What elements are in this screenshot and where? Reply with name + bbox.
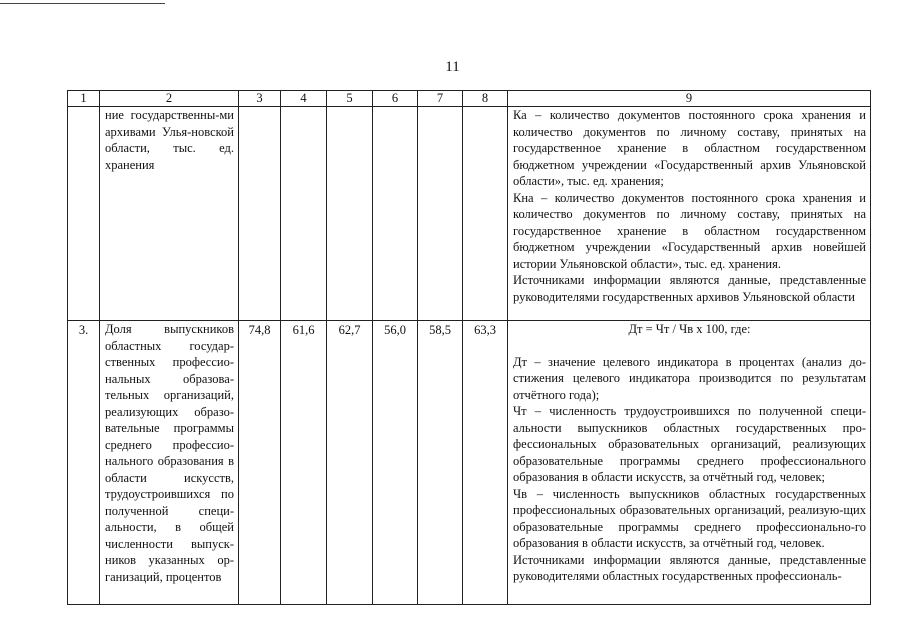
description-paragraph: Источниками информации являются данные, представленные руководителями областных государственных профессиональ- [513, 552, 866, 583]
value-cell: 61,6 [281, 321, 327, 605]
value-cell: 74,8 [239, 321, 281, 605]
indicator-name: ние государственны-ми архивами Улья-новской области, тыс. ед. хранения [100, 107, 239, 321]
value-cell [327, 107, 373, 321]
value-cell: 56,0 [373, 321, 418, 605]
header-cell: 1 [68, 91, 100, 107]
indicator-name: Доля выпускников областных государ-ственных профессио-нальных образова-тельных организаций, реализующих образо-вательные программы среднего профессио-нального образования в области искусств, трудоустроившихся по полученной специ-альности, в общей численности выпуск-ников указанных ор-ганизаций, процентов [100, 321, 239, 605]
description-paragraph: Кна – количество документов постоянного срока хранения и количество документов по личному составу, принятых на государственное хранение в областном государственном бюджетном учреждении «Государственный архив новейшей истории Ульяновской области», тыс. ед. хранения. [513, 190, 866, 271]
description-paragraph: Чв – численность выпускников областных государственных профессиональных образовательных организаций, реализую-щих образовательные программы среднего профессионально-го образования в области искусств, за отчётный год, человек. [513, 486, 866, 550]
description-paragraph: Ка – количество документов постоянного срока хранения и количество документов по личному составу, принятых на государственное хранение в областном государственном бюджетном учреждении «Государственный архив Ульяновской области», тыс. ед. хранения; [513, 108, 866, 188]
spacer [513, 338, 866, 354]
value-cell: 63,3 [463, 321, 508, 605]
header-cell: 7 [418, 91, 463, 107]
header-cell: 5 [327, 91, 373, 107]
method-description [508, 107, 871, 321]
page-number: 11 [445, 59, 460, 75]
description-paragraph: Чт – численность трудоустроившихся по полученной специ-альности выпускников областных государственных про-фессиональных образовательных организаций, реализующих образовательные программы среднего профессионального образования в области искусств, за отчётный год, человек; [513, 404, 866, 484]
row-number [68, 107, 100, 321]
table-header-row [68, 91, 871, 107]
description-paragraph: Дт – значение целевого индикатора в процентах (анализ до-стижения целевого индикатора производится по результатам отчётного года); [513, 354, 866, 402]
description-paragraph: Источниками информации являются данные, представленные руководителями государственных архивов Ульяновской области [513, 273, 866, 304]
method-description [508, 321, 871, 605]
header-cell: 8 [463, 91, 508, 107]
value-cell: 62,7 [327, 321, 373, 605]
row-number: 3. [68, 321, 100, 605]
table-row [68, 321, 871, 605]
header-cell: 9 [508, 91, 871, 107]
header-cell: 3 [239, 91, 281, 107]
indicator-table [67, 90, 871, 605]
table-row [68, 107, 871, 321]
value-cell [418, 107, 463, 321]
header-cell: 6 [373, 91, 418, 107]
value-cell [373, 107, 418, 321]
value-cell [239, 107, 281, 321]
header-cell: 4 [281, 91, 327, 107]
formula: Дт = Чт / Чв х 100, где: [628, 322, 751, 336]
header-cell: 2 [100, 91, 239, 107]
value-cell: 58,5 [418, 321, 463, 605]
value-cell [281, 107, 327, 321]
value-cell [463, 107, 508, 321]
header-rule [0, 3, 165, 4]
